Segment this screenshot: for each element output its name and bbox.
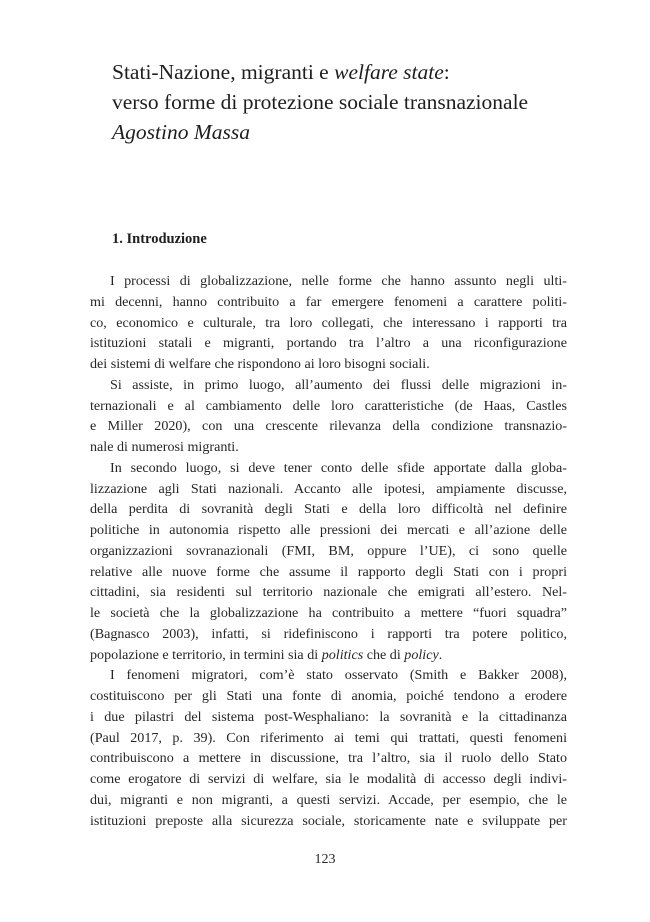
text-line: (Bagnasco 2003), infatti, si ridefiniscono i rapporti tra potere politico,: [90, 625, 567, 642]
text-line: dui, migranti e non migranti, a questi servizi. Accade, per esempio, che le: [90, 791, 567, 808]
text-line: dei sistemi di welfare che rispondono ai loro bisogni sociali.: [90, 356, 430, 372]
text-line: In secondo luogo, si deve tener conto delle sfide apportate dalla globa-: [110, 459, 567, 476]
paragraph-2: [90, 375, 567, 458]
text-line: politiche in autonomia rispetto alle pressioni dei mercati e all’azione delle: [90, 522, 567, 538]
title-line-1-prefix: Stati-Nazione, migranti e: [112, 60, 335, 84]
text-line: le società che la globalizzazione ha contribuito a mettere “fuori squadra”: [90, 605, 567, 621]
title-line-1: [112, 57, 572, 87]
text-fragment: che di: [363, 646, 405, 663]
section-heading: 1. Introduzione: [112, 231, 207, 247]
text-line: co, economico e culturale, tra loro collegati, che interessano i rapporti tra: [90, 314, 567, 331]
title-line-1-italic: welfare state: [334, 60, 444, 84]
paragraph-4: [90, 665, 567, 831]
text-line: ternazionali e al cambiamento delle loro caratteristiche (de Haas, Castles: [90, 397, 567, 414]
text-line: I fenomeni migratori, com’è stato osservato (Smith e Bakker 2008),: [110, 667, 567, 684]
text-line: I processi di globalizzazione, nelle forme che hanno assunto negli ulti-: [110, 273, 567, 289]
text-line: [90, 645, 567, 666]
text-line: Si assiste, in primo luogo, all’aumento dei flussi delle migrazioni in-: [110, 376, 567, 393]
text-line: i due pilastri del sistema post-Wesphaliano: la sovranità e la cittadinanza: [90, 708, 567, 725]
text-line: lizzazione agli Stati nazionali. Accanto alle ipotesi, ampiamente discusse,: [90, 480, 567, 497]
author-name-text: Agostino Massa: [112, 120, 250, 144]
text-fragment: popolazione e territorio, in termini sia di: [90, 646, 322, 663]
article-title-block: [112, 57, 572, 147]
text-line: (Paul 2017, p. 39). Con riferimento ai temi qui trattati, questi fenomeni: [90, 729, 567, 746]
title-line-2: verso forme di protezione sociale transnazionale: [112, 90, 529, 114]
text-line: della perdita di sovranità degli Stati e della loro difficoltà nel definire: [90, 501, 567, 518]
text-line: organizzazioni sovranazionali (FMI, BM, oppure l’UE), ci sono quelle: [90, 542, 567, 559]
body-text: [90, 271, 567, 831]
author-name: [112, 117, 572, 147]
title-line-1-suffix: :: [443, 60, 450, 84]
italic-term-policy: policy: [404, 646, 439, 663]
text-line: relative alle nuove forme che assume il rapporto degli Stati con i propri: [90, 563, 567, 580]
text-fragment: .: [438, 646, 443, 663]
text-line: costituiscono per gli Stati una fonte di anomia, poiché tendono a erodere: [90, 688, 567, 704]
text-line: istituzioni preposte alla sicurezza sociale, storicamente nate e sviluppate per: [90, 812, 567, 829]
paragraph-3: [90, 458, 567, 666]
text-line: come erogatore di servizi di welfare, sia le modalità di accesso degli indivi-: [90, 771, 567, 787]
paragraph-1: [90, 271, 567, 375]
text-line: istituzioni statali e migranti, portando tra l’altro a una riconfigurazione: [90, 335, 567, 352]
text-line: cittadini, sia residenti sul territorio nazionale che emigrati all’estero. Nel-: [90, 584, 567, 601]
text-line: mi decenni, hanno contribuito a far emergere fenomeni a carattere politi-: [90, 293, 567, 310]
page-number: 123: [314, 852, 336, 867]
italic-term-politics: politics: [321, 646, 364, 663]
text-line: nale di numerosi migranti.: [90, 439, 239, 455]
text-line: contribuiscono a mettere in discussione, tra l’altro, sia il ruolo dello Stato: [90, 750, 567, 767]
text-line: e Miller 2020), con una crescente rilevanza della condizione transnazio-: [90, 418, 567, 435]
